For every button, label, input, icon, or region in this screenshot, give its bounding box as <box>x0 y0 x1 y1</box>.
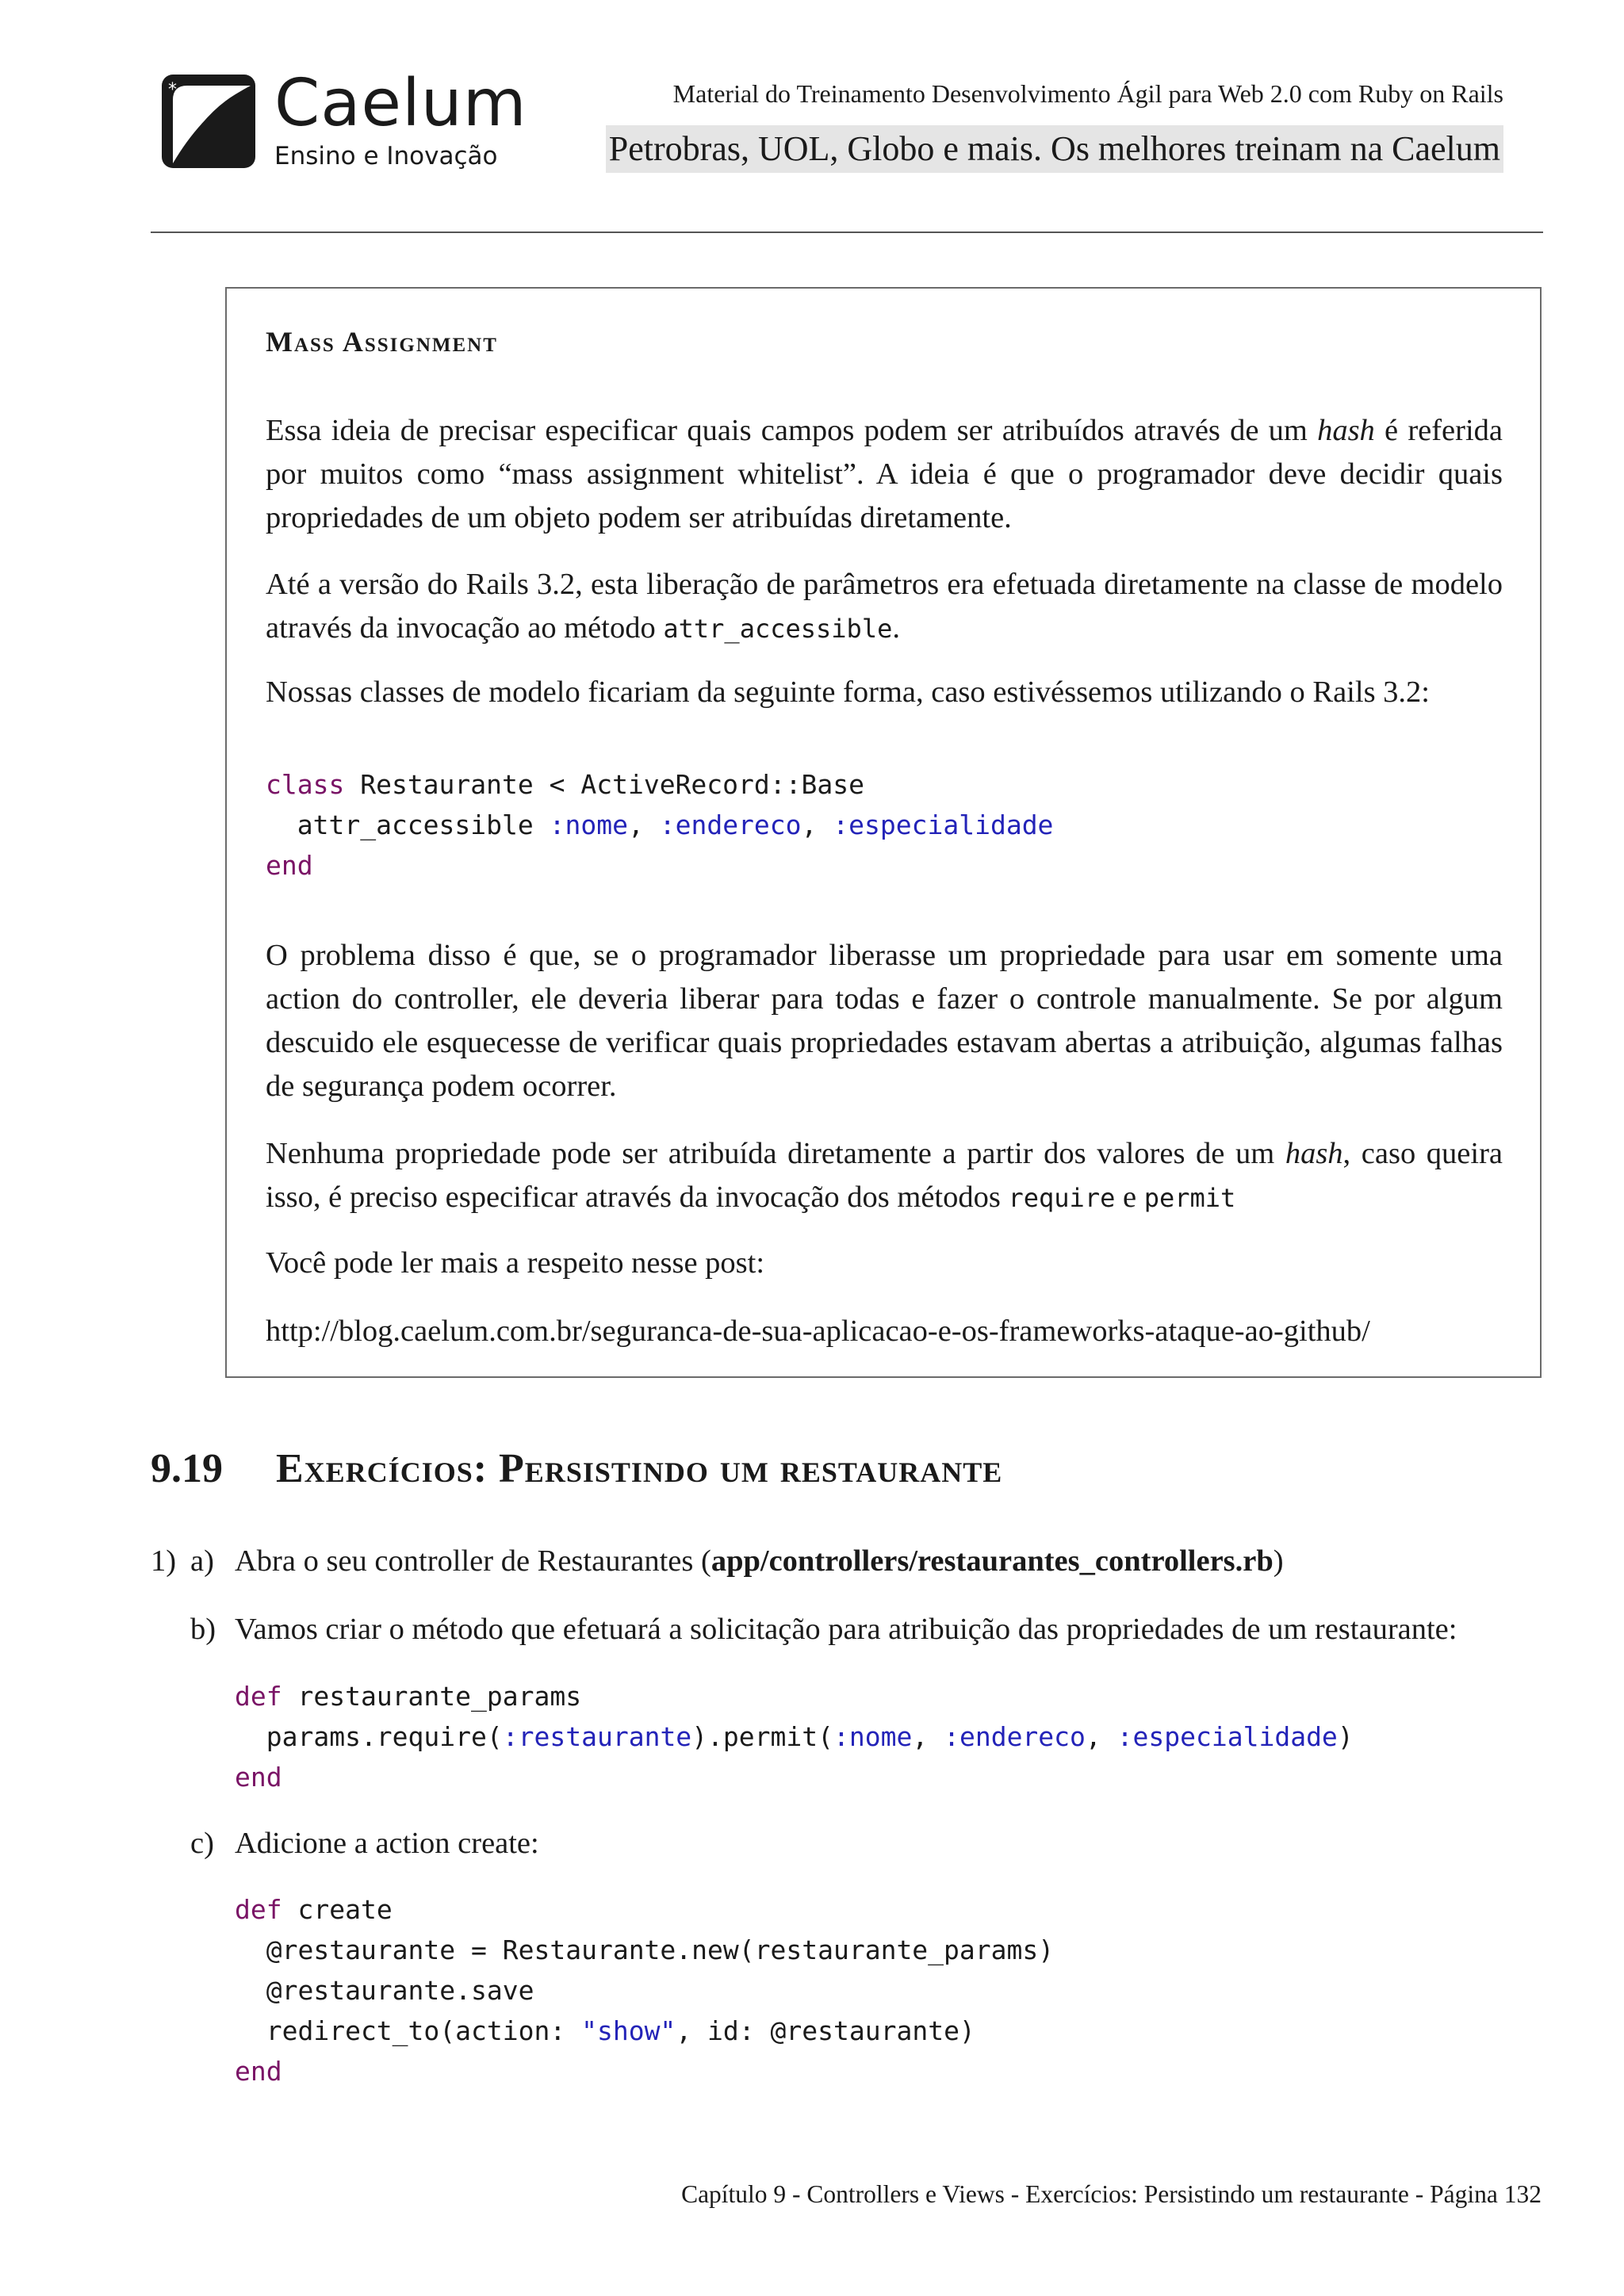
section-title: Exercícios: Persistindo um restaurante <box>276 1446 1003 1491</box>
step-a-text: Abra o seu controller de Restaurantes (app/controllers/restaurantes_controllers.rb) <box>235 1544 1284 1578</box>
section-number: 9.19 <box>151 1446 223 1491</box>
box-paragraph-2: Até a versão do Rails 3.2, esta liberação de parâmetros era efetuada diretamente na classe de modelo através da invocação ao método attr_accessible. <box>266 568 1503 645</box>
step-b-text: Vamos criar o método que efetuará a solicitação para atribuição das propriedades de um restaurante: <box>235 1613 1457 1646</box>
box-code-block: class Restaurante < ActiveRecord::Base attr_accessible :nome, :endereco, :especialidade end <box>266 769 1054 881</box>
box-paragraph-6: Você pode ler mais a respeito nesse post: <box>266 1246 765 1280</box>
svg-text:*: * <box>168 80 177 100</box>
header-course-title: Material do Treinamento Desenvolvimento Ágil para Web 2.0 com Ruby on Rails <box>672 79 1503 108</box>
step-a-label: a) <box>190 1544 214 1578</box>
box-paragraph-5: Nenhuma propriedade pode ser atribuída diretamente a partir dos valores de um hash, caso queira isso, é preciso especificar através da invocação dos métodos require e permit <box>266 1137 1503 1214</box>
step-c-text: Adicione a action create: <box>235 1827 539 1860</box>
header-divider <box>151 232 1543 233</box>
step-b-label: b) <box>190 1613 216 1646</box>
box-paragraph-4: O problema disso é que, se o programador liberasse um propriedade para usar em somente uma action do controller, ele deveria liberar para todas e fazer o controle manualmente. Se por algum descuido ele esquecesse de verificar quais propriedades estavam abertas a atribuição, algumas falhas de segurança podem ocorrer. <box>266 939 1503 1103</box>
box-paragraph-3: Nossas classes de modelo ficariam da seguinte forma, caso estivéssemos utilizando o Rails 3.2: <box>266 675 1431 709</box>
page-footer: Capítulo 9 - Controllers e Views - Exercícios: Persistindo um restaurante - Página 132 <box>681 2180 1542 2208</box>
box-link[interactable]: http://blog.caelum.com.br/seguranca-de-sua-aplicacao-e-os-frameworks-ataque-ao-github/ <box>266 1314 1370 1348</box>
logo-square-icon <box>157 70 260 173</box>
header-slogan: Petrobras, UOL, Globo e mais. Os melhores treinam na Caelum <box>606 125 1503 173</box>
box-paragraph-1: Essa ideia de precisar especificar quais campos podem ser atribuídos através de um hash é referida por muitos como “mass assignment whitelist”. A ideia é que o programador deve decidir quais propriedades de um objeto podem ser atribuídas diretamente. <box>266 414 1503 534</box>
caelum-logo-text <box>274 68 527 170</box>
step-c-code-block: def create @restaurante = Restaurante.new(restaurante_params) @restaurante.save redirect_to(action: "show", id: @restaurante) end <box>235 1894 1055 2087</box>
step-b-code-block: def restaurante_params params.require(:restaurante).permit(:nome, :endereco, :especialidade) end <box>235 1681 1354 1793</box>
box-title: Mass Assignment <box>266 326 498 358</box>
exercise-number: 1) <box>151 1544 177 1578</box>
caelum-logo-mark <box>157 70 260 173</box>
logo-tagline: Ensino e Inovação <box>274 142 498 170</box>
section-heading <box>151 1443 1002 1495</box>
logo-name: Caelum <box>274 66 527 141</box>
step-c-label: c) <box>190 1827 214 1860</box>
